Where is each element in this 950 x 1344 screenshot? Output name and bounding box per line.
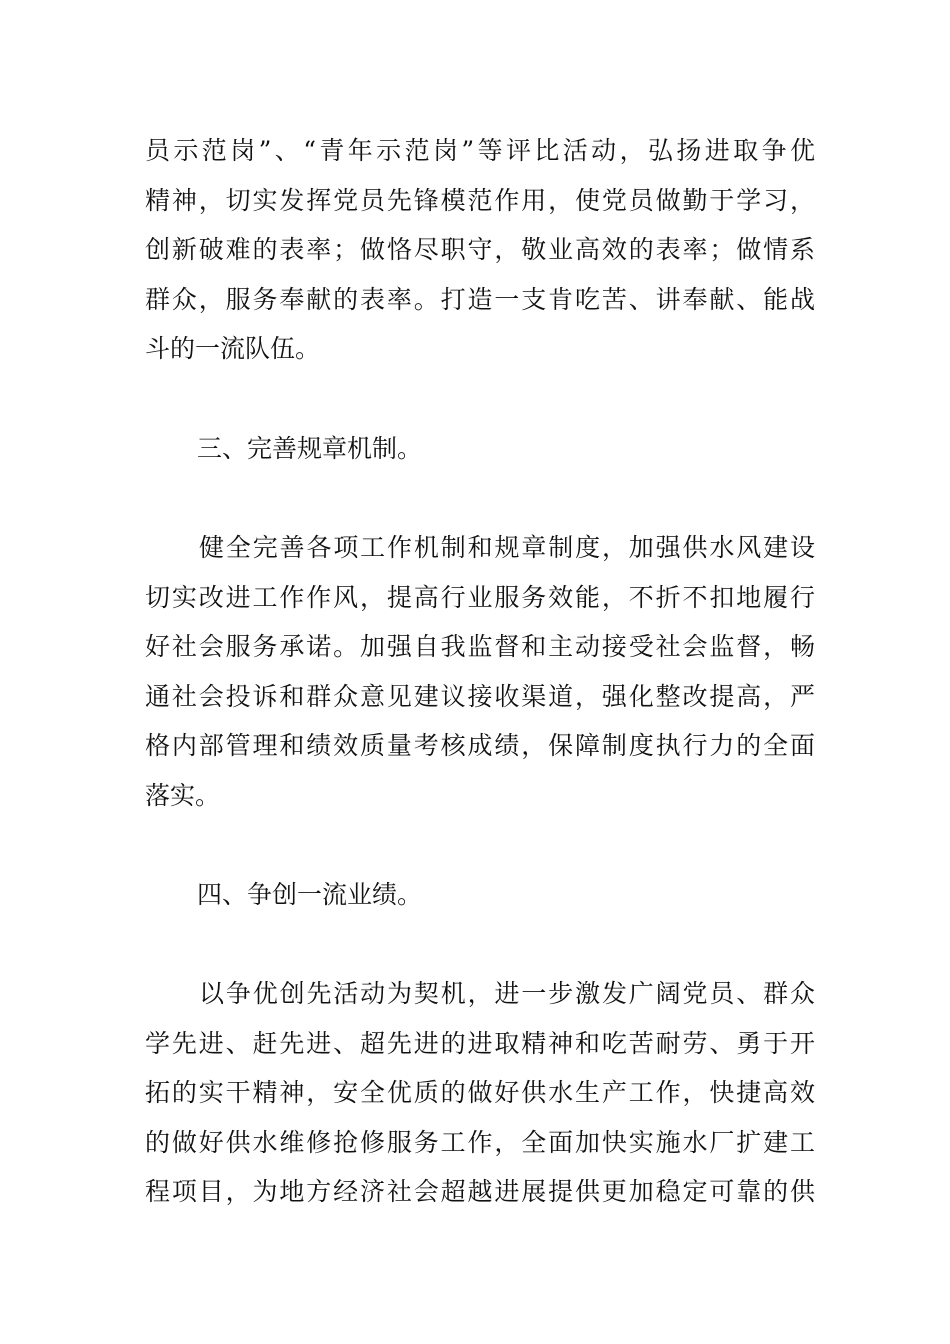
paragraph-rules-mechanism xyxy=(145,523,815,820)
paragraph-line: 健全完善各项工作机制和规章制度，加强供水风建设 xyxy=(199,533,815,562)
paragraph-line: 落实。 xyxy=(145,780,221,810)
paragraph-line: 以争优创先活动为契机，进一步激发广阔党员、群众 xyxy=(199,979,815,1008)
paragraph-line: 的做好供水维修抢修服务工作，全面加快实施水厂扩建工 xyxy=(145,1127,815,1157)
paragraph-first-class-performance xyxy=(145,969,815,1217)
paragraph-line: 群众，服务奉献的表率。打造一支肯吃苦、讲奉献、能战 xyxy=(145,284,815,314)
paragraph-line: 切实改进工作作风，提高行业服务效能，不折不扣地履行 xyxy=(145,582,815,612)
paragraph-line: 员示范岗”、“青年示范岗”等评比活动，弘扬进取争优 xyxy=(145,136,815,165)
paragraph-line: 格内部管理和绩效质量考核成绩，保障制度执行力的全面 xyxy=(145,731,815,760)
paragraph-line: 好社会服务承诺。加强自我监督和主动接受社会监督，畅 xyxy=(145,632,815,661)
paragraph-party-member-role xyxy=(145,126,815,374)
paragraph-line: 拓的实干精神，安全优质的做好供水生产工作，快捷高效 xyxy=(145,1078,815,1107)
paragraph-line: 通社会投诉和群众意见建议接收渠道，强化整改提高，严 xyxy=(145,681,815,711)
paragraph-line: 斗的一流队伍。 xyxy=(145,334,321,363)
paragraph-line: 学先进、赶先进、超先进的进取精神和吃苦耐劳、勇于开 xyxy=(145,1028,815,1058)
section-heading-4: 四、争创一流业绩。 xyxy=(197,880,423,909)
paragraph-line: 精神，切实发挥党员先锋模范作用，使党员做勤于学习， xyxy=(145,185,815,215)
paragraph-line: 创新破难的表率；做恪尽职守，敬业高效的表率；做情系 xyxy=(145,235,815,264)
paragraph-line: 程项目，为地方经济社会超越进展提供更加稳定可靠的供 xyxy=(145,1177,815,1206)
section-heading-3: 三、完善规章机制。 xyxy=(197,434,423,463)
